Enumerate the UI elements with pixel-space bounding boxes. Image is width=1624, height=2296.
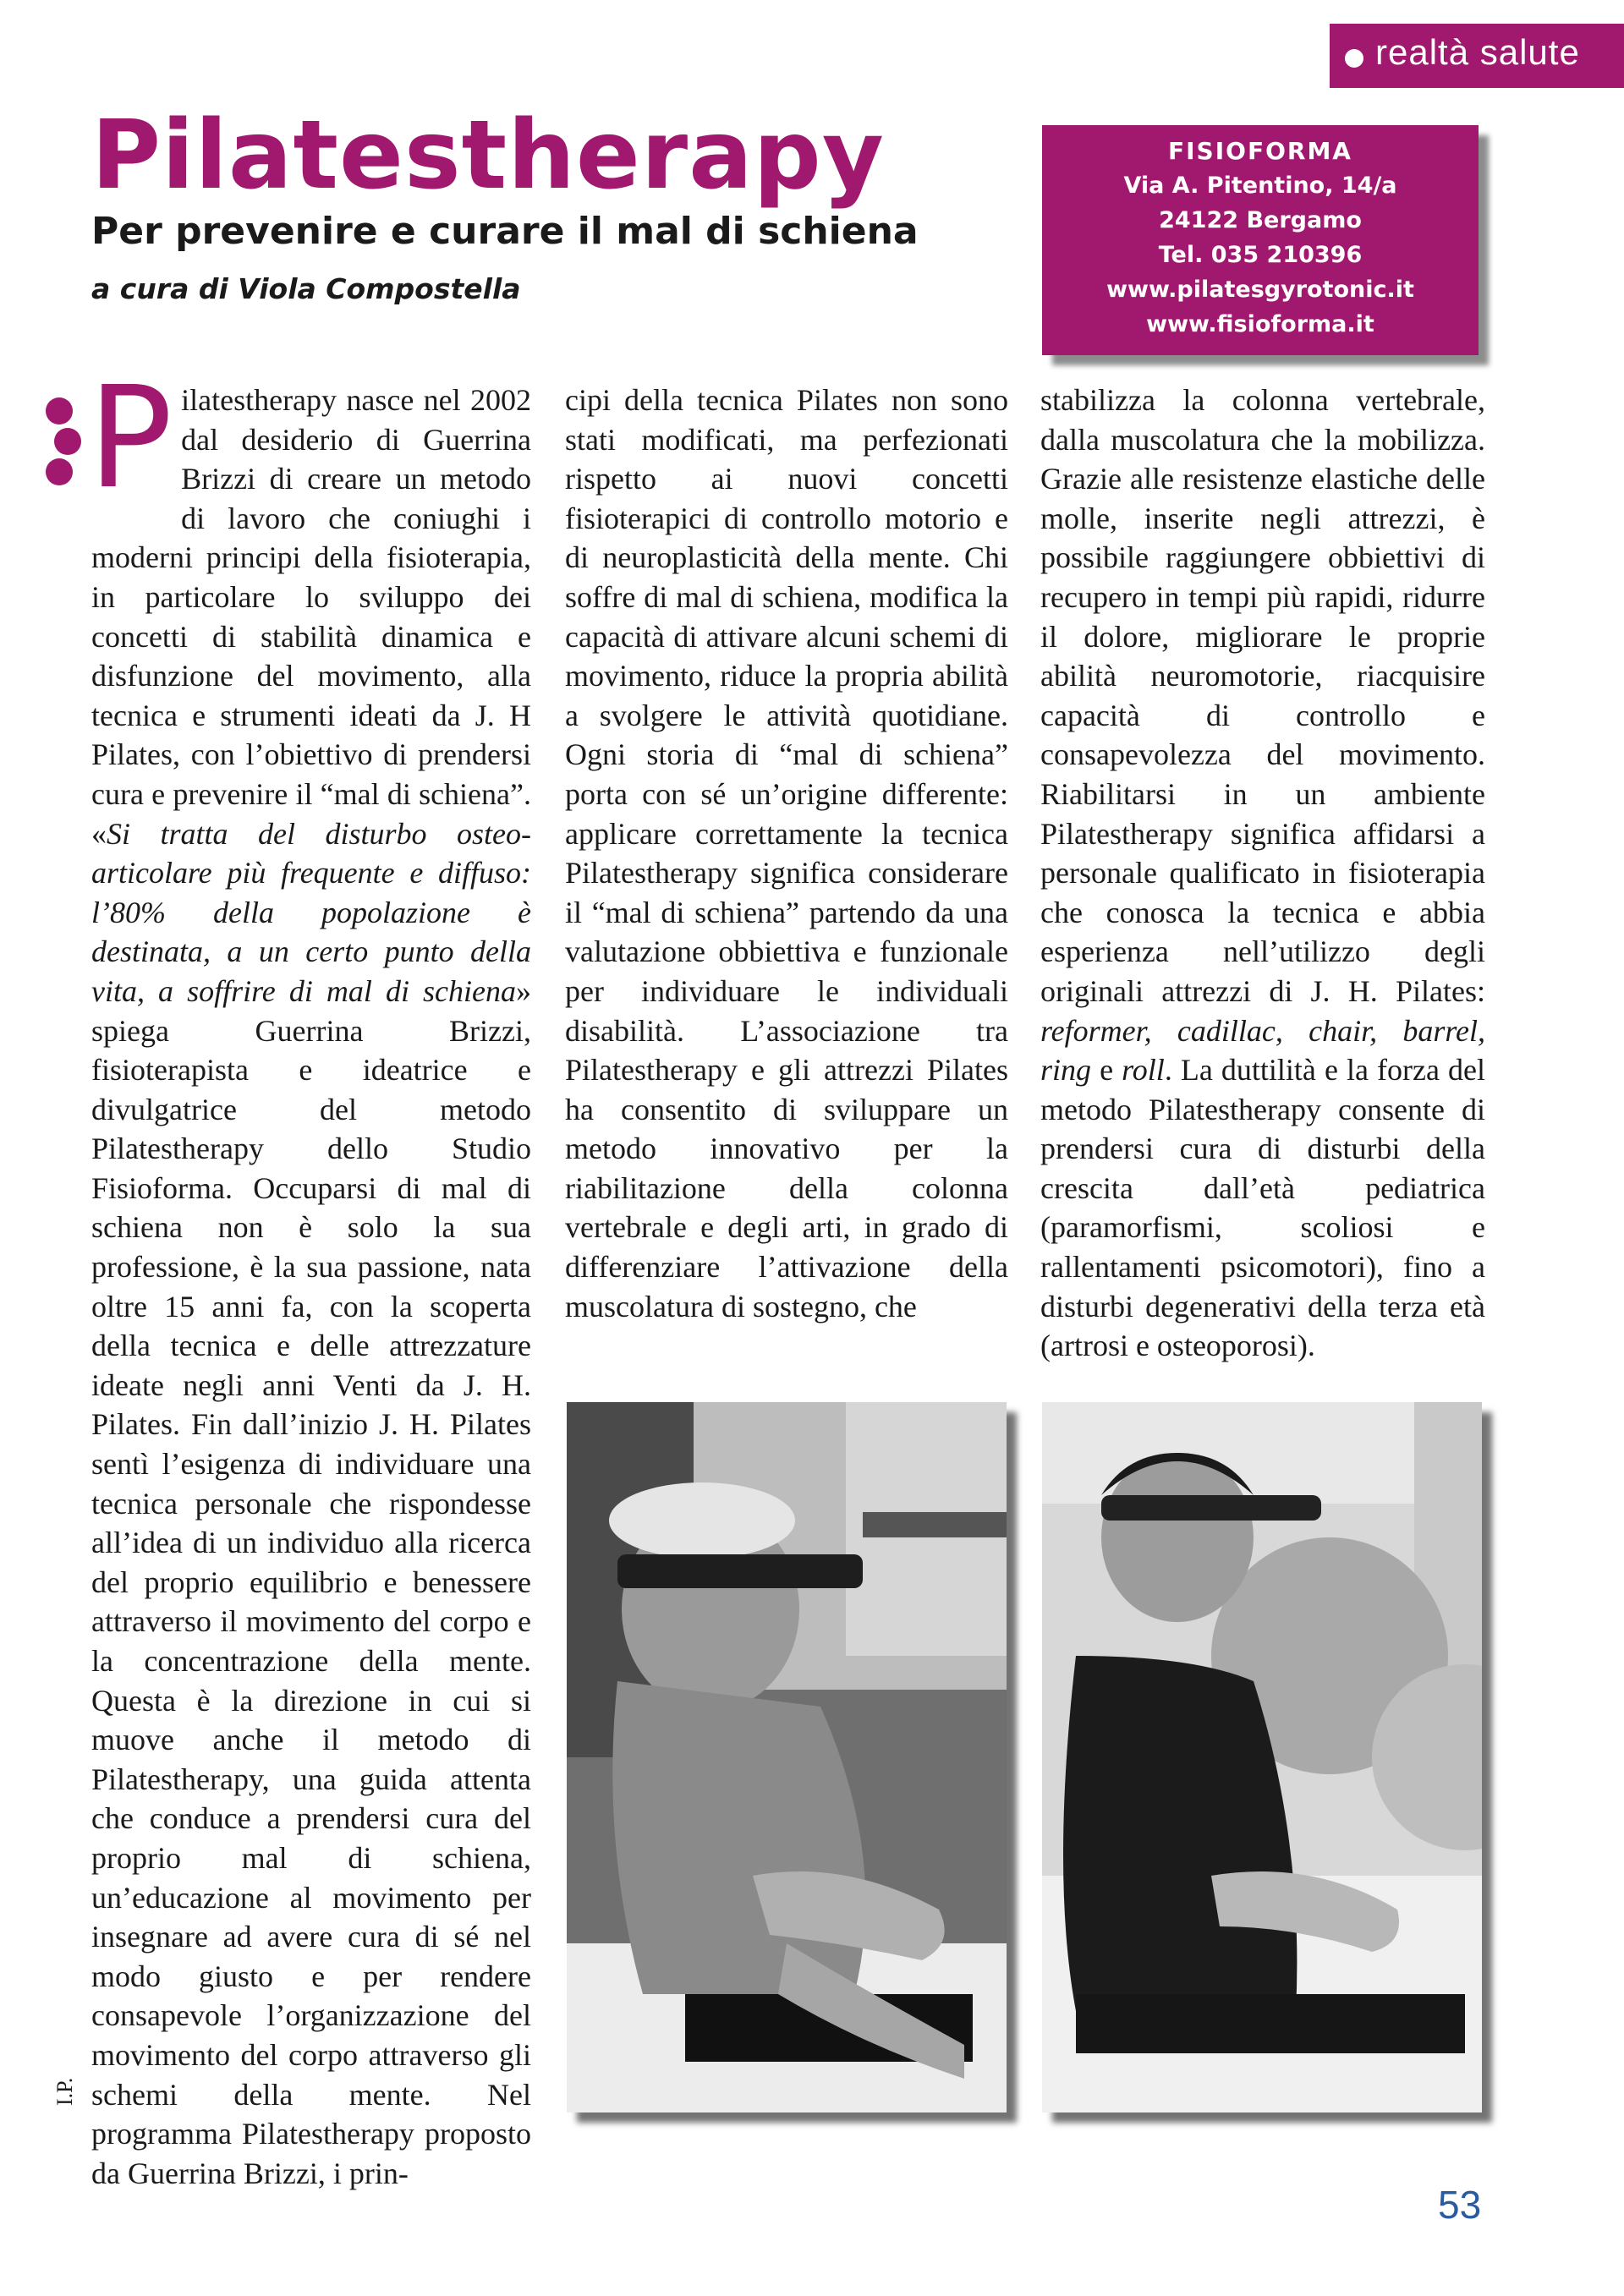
body-column-2 — [565, 381, 1008, 1326]
page-number: 53 — [1438, 2183, 1482, 2227]
infobox-name: FISIOFORMA — [1168, 137, 1352, 165]
bullet-dot-icon — [1345, 49, 1363, 68]
col3-equipment-list: reformer, cadillac, chair, barrel, ring — [1040, 1013, 1485, 1088]
infobox-website-2[interactable]: www.fisioforma.it — [1146, 311, 1374, 337]
infobox-city: 24122 Bergamo — [1159, 207, 1362, 233]
col1-quote: Si tratta del disturbo osteo-articolare più frequente e diffuso: l’80% della popolazione è destinata, a un certo punto della vita, a soffrire di mal di schiena — [91, 816, 531, 1008]
contact-infobox — [1042, 125, 1479, 355]
body-column-1 — [88, 357, 531, 2193]
photo-pilates-woman — [1042, 1402, 1482, 2112]
article-subtitle: Per prevenire e curare il mal di schiena — [91, 210, 919, 253]
col2-text: cipi della tecnica Pilates non sono stati modificati, ma perfezionati rispetto ai nuovi concetti fisioterapici di controllo motorio e di neuroplasticità della mente. Chi soffre di mal di schiena, modifica la capacità di attivare alcuni schemi di movimento, riduce la propria abilità a svolgere le attività quotidiane. Ogni storia di “mal di schiena” porta con sé un’origine differente: applicare correttamente la tecnica Pilatestherapy significa considerare il “mal di schiena” partendo da una valutazione obbiettiva e funzionale per individuare le individuali disabilità. L’associazione tra Pilatestherapy e gli attrezzi Pilates ha consentito di sviluppare un metodo innovativo per la riabilitazione della colonna vertebrale e degli arti, in grado di differenziare l’attivazione della muscolatura di sostegno, che — [565, 383, 1008, 1323]
photo-pilates-woman-illustration — [1042, 1402, 1482, 2112]
article-byline: a cura di Viola Compostella — [91, 272, 521, 305]
decorative-dots-icon — [46, 397, 80, 489]
photo-pilates-man — [567, 1402, 1007, 2112]
col3-text-b: . La duttilità e la forza del metodo Pilatestherapy consente di prendersi cura di disturbi della crescita dall’età pediatrica (paramorfismi, scoliosi e rallentamenti psicomotori), fino a disturbi degenerativi della terza età (artrosi e osteoporosi). — [1040, 1053, 1485, 1363]
infobox-phone: Tel. 035 210396 — [1158, 242, 1363, 268]
article-title: Pilatestherapy — [91, 101, 885, 211]
infobox-website-1[interactable]: www.pilatesgyrotonic.it — [1106, 277, 1414, 303]
col3-and: e — [1091, 1053, 1122, 1088]
section-tag-label: realtà salute — [1375, 32, 1580, 72]
section-tag — [1330, 24, 1624, 88]
col1-text-a: ilatestherapy nasce nel 2002 dal desiderio di Guerrina Brizzi di creare un metodo di lavoro che coniughi i moderni principi della fisioterapia, in particolare lo sviluppo dei concetti di stabilità dinamica e disfunzione del movimento, alla tecnica e strumenti ideati da J. H Pilates, con l’obiettivo di prendersi cura e prevenire il “mal di schiena”. « — [91, 383, 531, 851]
side-label: I.P. — [52, 2077, 77, 2106]
body-column-3 — [1040, 381, 1485, 1366]
col3-text-a: stabilizza la colonna vertebrale, dalla muscolatura che la mobilizza. Grazie alle resistenze elastiche delle molle, inserite negli attrezzi, è possibile raggiungere obbiettivi di recupero in tempi più rapidi, ridurre il dolore, migliorare le proprie abilità neuromotorie, riacquisire capacità di controllo e consapevolezza del movimento. Riabilitarsi in un ambiente Pilatestherapy significa affidarsi a personale qualificato in fisioterapia che conosca la tecnica e abbia esperienza nell’utilizzo degli originali attrezzi di J. H. Pilates: — [1040, 383, 1485, 1008]
col1-text-b: » spiega Guerrina Brizzi, fisioterapista e ideatrice e divulgatrice del metodo Pilatestherapy dello Studio Fisioforma. Occuparsi di mal di schiena non è solo la sua professione, è la sua passione, nata oltre 15 anni fa, con la scoperta della tecnica e delle attrezzature ideate negli anni Venti da J. H. Pilates. Fin dall’inizio J. H. Pilates sentì l’esigenza di individuare una tecnica personale che rispondesse all’idea di un individuo alla ricerca del proprio equilibrio e benessere attraverso il movimento del corpo e la concentrazione della mente. Questa è la direzione in cui si muove anche il metodo di Pilatestherapy, una guida attenta che conduce a prendersi cura del proprio mal di schiena, un’educazione al movimento per insegnare ad avere cura di sé nel modo giusto e per rendere consapevole l’organizzazione del movimento del corpo attraverso gli schemi della mente. Nel programma Pilatestherapy proposto da Guerrina Brizzi, i prin- — [91, 973, 531, 2190]
infobox-address: Via A. Pitentino, 14/a — [1123, 173, 1397, 199]
photo-pilates-man-illustration — [567, 1402, 1007, 2112]
dropcap: P — [88, 357, 173, 520]
col3-equipment-roll: roll — [1122, 1053, 1165, 1088]
